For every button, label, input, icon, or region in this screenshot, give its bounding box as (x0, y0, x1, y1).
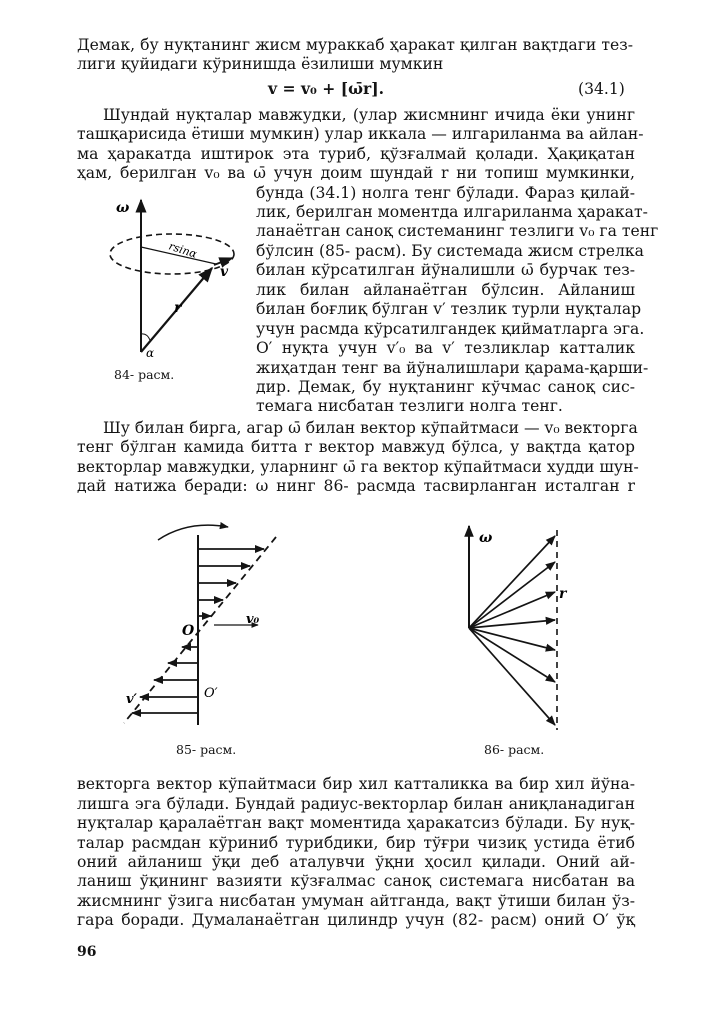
text-line: ташқарисида ётиши мумкин) улар иккала — илгариланма ва айлан- (77, 125, 644, 143)
text-line: ҳам, берилган v₀ ва ω̄ учун доим шундай r ни топиш мумкинки, (77, 164, 635, 182)
figure-85 (118, 515, 328, 735)
label-O-prime: O′ (204, 686, 218, 701)
text-line: учун расмда кўрсатилгандек қийматларга эга. (256, 320, 645, 338)
text-line: Шундай нуқталар мавжудки, (улар жисмнинг ичида ёки унинг (103, 106, 635, 124)
text-line: векторлар мавжудки, уларнинг ω̄ га вектор кўпайтмаси худди шун- (77, 458, 639, 476)
text-line: жиҳатдан тенг ва йўналишлари қарама-қарши- (256, 359, 649, 377)
text-line: Демак, бу нуқтанинг жисм мураккаб ҳаракат қилган вақтдаги тез- (77, 36, 633, 54)
label-rsina: rsinα (167, 239, 199, 261)
text-line: дир. Демак, бу нуқтанинг кўчмас саноқ сис- (256, 378, 635, 396)
page-number: 96 (77, 944, 97, 960)
text-line: Шу билан бирга, агар ω̄ билан вектор кўпайтмаси — v₀ векторга (103, 419, 638, 437)
figure-84 (100, 192, 250, 364)
label-v: v (220, 264, 229, 280)
label-v0: v₀ (246, 612, 260, 627)
label-omega: ω (116, 200, 130, 216)
r-vectors (469, 536, 555, 725)
label-omega: ω (479, 530, 493, 546)
text-line: бунда (34.1) нолга тенг бўлади. Фараз қилай- (256, 184, 635, 202)
text-line: гара боради. Думаланаётган цилиндр учун (82- расм) оний O′ ўқ (77, 911, 635, 929)
text-line: бўлсин (85- расм). Бу системада жисм стрелка (256, 242, 644, 260)
text-line: дай натижа беради: ω нинг 86- расмда тасвирланган исталган r (77, 477, 635, 495)
formula-number: (34.1) (578, 80, 625, 98)
text-line: векторга вектор кўпайтмаси бир хил катталикка ва бир хил йўна- (77, 775, 635, 793)
text-line: темага нисбатан тезлиги нолга тенг. (256, 397, 563, 415)
label-r: r (174, 300, 182, 316)
text-line: ланиш ўқининг вазияти кўзғалмас саноқ системага нисбатан ва (77, 872, 635, 890)
text-line: нуқталар қаралаётган вақт моментида ҳаракатсиз бўлади. Бу нуқ- (77, 814, 635, 832)
text-line: оний айланиш ўқи деб аталувчи ўқни ҳосил қилади. Оний ай- (77, 853, 635, 871)
velocity-profile (124, 537, 276, 723)
rotation-arc (158, 525, 228, 540)
text-line: талар расмдан кўриниб турибдики, бир тўғри чизиқ устида ётиб (77, 834, 635, 852)
text-line: тенг бўлган камида битта r вектор мавжуд бўлса, у вақтда қатор (77, 438, 635, 456)
text-line: лик, берилган моментда илгариланма ҳаракат- (256, 203, 648, 221)
velocity-arrows-right (198, 549, 264, 616)
text-line: билан кўрсатилган йўналишли ω̄ бурчак тез- (256, 261, 635, 279)
text-line: жисмнинг ўзига нисбатан умуман айтганда, вақт ўтиши билан ўз- (77, 892, 635, 910)
label-r: r (559, 586, 567, 602)
figure-85-caption: 85- расм. (176, 742, 237, 757)
text-line: лиги қуйидаги кўринишда ёзилиши мумкин (77, 55, 444, 73)
text-line: O′ нуқта учун v′₀ ва v′ тезликлар катталик (256, 339, 635, 357)
text-line: лик билан айланаётган бўлсин. Айланиш (256, 281, 635, 299)
figure-84-caption: 84- расм. (114, 367, 175, 382)
velocity-arrows-left (132, 647, 198, 713)
figure-86 (445, 520, 575, 735)
label-O: O (182, 623, 195, 639)
text-line: лишга эга бўлади. Бундай радиус-векторлар билан аниқланадиган (77, 795, 635, 813)
alpha-arc (141, 334, 150, 340)
figure-86-caption: 86- расм. (484, 742, 545, 757)
label-v-prime: v′ (126, 692, 137, 707)
text-line: ланаётган саноқ системанинг тезлиги v₀ га тенг (256, 222, 659, 240)
text-line: ма ҳаракатда иштирок эта туриб, қўзғалмай қолади. Ҳақиқатан (77, 145, 635, 163)
formula: v = v₀ + [ω̄r]. (268, 79, 385, 98)
label-alpha: α (146, 346, 155, 360)
text-line: билан боғлиқ бўлган v′ тезлик турли нуқталар (256, 300, 642, 318)
